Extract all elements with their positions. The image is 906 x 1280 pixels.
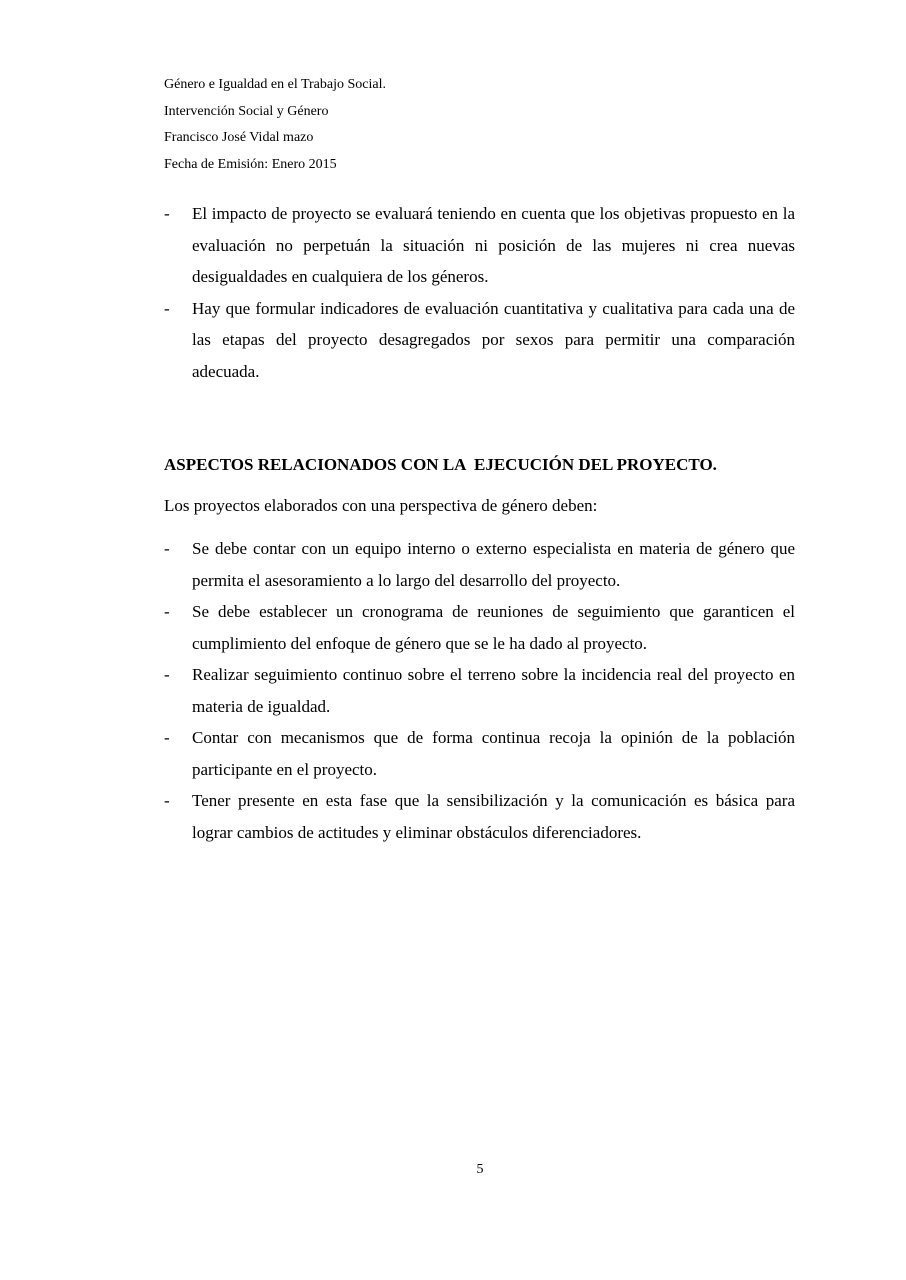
header-author: Francisco José Vidal mazo [164, 130, 314, 145]
list-item [164, 198, 795, 293]
list-item-text: Hay que formular indicadores de evaluación cuantitativa y cualitativa para cada una de las etapas del proyecto desagregados por sexos para permitir una comparación adecuada. [192, 298, 795, 381]
bullet-dash: - [164, 298, 170, 318]
list-item [164, 533, 795, 596]
list-item [164, 722, 795, 785]
execution-list [164, 533, 795, 848]
bullet-dash: - [164, 602, 170, 621]
list-item-text: Contar con mecanismos que de forma continua recoja la opinión de la población participante en el proyecto. [192, 728, 795, 779]
bullet-dash: - [164, 539, 170, 558]
list-item [164, 293, 795, 388]
list-item [164, 596, 795, 659]
header-subject: Intervención Social y Género [164, 103, 329, 119]
page-number: 5 [476, 1162, 484, 1177]
list-item [164, 785, 795, 848]
list-item-text: El impacto de proyecto se evaluará teniendo en cuenta que los objetivas propuesto en la evaluación no perpetuán la situación ni posición de las mujeres ni crea nuevas desigualdades en cualquiera de los géneros. [192, 204, 795, 286]
header-issue-date: Fecha de Emisión: Enero 2015 [164, 156, 337, 172]
list-item [164, 659, 795, 722]
bullet-dash: - [164, 204, 170, 223]
bullet-dash: - [164, 665, 170, 684]
list-item-text: Se debe establecer un cronograma de reuniones de seguimiento que garanticen el cumplimiento del enfoque de género que se le ha dado al proyecto. [192, 602, 795, 653]
list-item-text: Realizar seguimiento continuo sobre el terreno sobre la incidencia real del proyecto en materia de igualdad. [192, 665, 795, 716]
evaluation-list [164, 198, 795, 387]
list-item-text: Se debe contar con un equipo interno o externo especialista en materia de género que permita el asesoramiento a lo largo del desarrollo del proyecto. [192, 539, 795, 590]
section-heading: ASPECTOS RELACIONADOS CON LA EJECUCIÓN DEL PROYECTO. [164, 455, 717, 474]
header-document-title: Género e Igualdad en el Trabajo Social. [164, 77, 386, 92]
list-item-text: Tener presente en esta fase que la sensibilización y la comunicación es básica para lograr cambios de actitudes y eliminar obstáculos diferenciadores. [192, 791, 795, 842]
bullet-dash: - [164, 728, 170, 747]
page-header [164, 72, 764, 178]
section-intro: Los proyectos elaborados con una perspectiva de género deben: [164, 496, 598, 515]
bullet-dash: - [164, 791, 170, 810]
